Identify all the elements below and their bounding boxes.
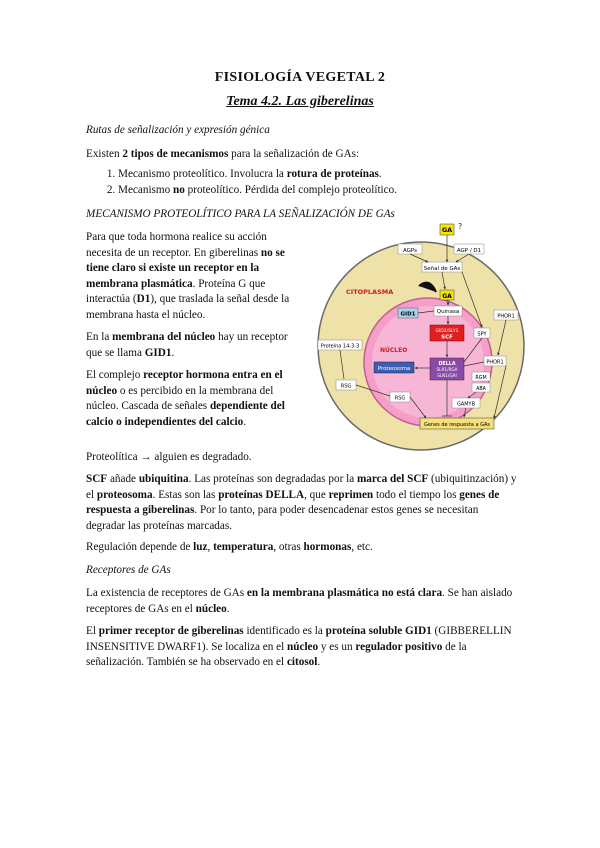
text: (GIBBERELLIN INSENSITIVE DWARF1). Se localiza en el bbox=[86, 625, 512, 653]
slr1-label: SLR1/RGA bbox=[436, 367, 458, 372]
paragraph-gid1 bbox=[86, 330, 298, 361]
proteina-label: Proteína 14-3-3 bbox=[320, 343, 360, 350]
paragraph-regulacion bbox=[86, 540, 518, 556]
diagram-svg bbox=[316, 222, 526, 454]
text: Mecanismo proteolítico. Involucra la bbox=[118, 168, 287, 180]
bold-text: luz bbox=[193, 541, 208, 553]
proteosoma-label: Proteosoma bbox=[377, 366, 411, 372]
bold-text: en la membrana plasmática no está clara bbox=[246, 587, 443, 599]
bold-text: primer receptor de giberelinas bbox=[98, 625, 244, 637]
heading-receptores: Receptores de GAs bbox=[86, 564, 171, 576]
heading-mecanismo: MECANISMO PROTEOLÍTICO PARA LA SEÑALIZACIÓN DE GAs bbox=[86, 208, 395, 220]
text: El complejo bbox=[86, 369, 144, 381]
bold-text: regulador positivo bbox=[355, 640, 443, 653]
text: Mecanismo bbox=[118, 183, 173, 196]
text: de la señalización. También se ha observado en el bbox=[86, 640, 467, 668]
genes-label: Genes de respuesta a GAs bbox=[423, 422, 491, 428]
rgm-label: RGM bbox=[475, 376, 487, 381]
phor1-inner-label: PHOR1 bbox=[486, 359, 504, 366]
text: Existen bbox=[86, 148, 123, 160]
nucleo-label: NÚCLEO bbox=[380, 347, 408, 354]
rsg-outer-label: RSG bbox=[340, 383, 352, 390]
text: La existencia de receptores de GAs bbox=[86, 587, 247, 599]
bold-text: dependiente del calcio o independientes del calcio bbox=[86, 400, 285, 428]
sln1-label: SLN1/GAI bbox=[437, 373, 457, 378]
senal-label: Señal de GAs bbox=[423, 266, 461, 272]
paragraph-primer-receptor bbox=[86, 624, 518, 671]
page-subtitle: Tema 4.2. Las giberelinas bbox=[226, 94, 374, 109]
bold-text: rotura de proteínas bbox=[286, 168, 379, 180]
bold-text: temperatura bbox=[213, 541, 274, 553]
bold-text: receptor hormona entra en el núcleo bbox=[86, 369, 283, 397]
text: . Se han aislado receptores de GAs en el bbox=[86, 587, 513, 615]
heading-rutas: Rutas de señalización y expresión génica bbox=[86, 124, 270, 136]
text: , etc. bbox=[351, 541, 373, 553]
text: y es un bbox=[318, 640, 356, 653]
bold-text: proteínas DELLA bbox=[218, 488, 305, 501]
list-item bbox=[118, 167, 518, 183]
agps-label: AGPs bbox=[402, 248, 418, 254]
text: , otras bbox=[273, 541, 304, 553]
quinasa-label: Quinasa bbox=[436, 309, 460, 315]
bold-text: D1 bbox=[136, 293, 151, 305]
paragraph-existencia bbox=[86, 586, 518, 617]
paragraph-scf bbox=[86, 472, 518, 534]
bold-text: reprimen bbox=[328, 488, 374, 501]
phor1-top-label: PHOR1 bbox=[497, 313, 515, 320]
text: (ubiquitinzación) y el bbox=[86, 473, 517, 501]
text: , bbox=[207, 541, 214, 553]
ga-inner-label: GA bbox=[442, 293, 452, 300]
paragraph-complejo bbox=[86, 368, 298, 430]
spy-label: SPY bbox=[477, 331, 487, 338]
text: El bbox=[86, 625, 99, 637]
text: Para que toda hormona realice su acción necesita de un receptor. En giberelinas bbox=[86, 231, 267, 259]
gid1-label: GID1 bbox=[400, 311, 416, 318]
bold-text: membrana del núcleo bbox=[112, 331, 216, 343]
rsg-inner-label: RSG bbox=[394, 395, 406, 402]
text: ), que traslada la señal desde la membrana hasta el núcleo. bbox=[86, 293, 290, 321]
gid2-label: GID2/SLY1 bbox=[435, 329, 459, 334]
text: para la señalización de GAs: bbox=[228, 148, 360, 160]
bold-text: núcleo bbox=[195, 602, 227, 615]
text: o es percibido en la membrana del núcleo. Cascada de señales bbox=[86, 384, 274, 412]
intro-paragraph bbox=[86, 147, 518, 163]
text: añade bbox=[107, 473, 139, 485]
paragraph-proteolitica: Proteolítica → alguien es degradado. bbox=[86, 451, 252, 463]
mechanism-list bbox=[86, 167, 518, 198]
bold-text: GID1 bbox=[144, 346, 172, 359]
text: . Estas son las bbox=[152, 488, 219, 501]
text: Regulación depende de bbox=[86, 541, 194, 553]
text: En la bbox=[86, 331, 113, 343]
list-item bbox=[118, 183, 518, 199]
text: proteolítico. Pérdida del complejo proteolítico. bbox=[184, 183, 398, 196]
text: . bbox=[226, 602, 230, 615]
bold-text: SCF bbox=[86, 473, 108, 485]
bold-text: 2 tipos de mecanismos bbox=[122, 148, 229, 160]
bold-text: proteína soluble GID1 bbox=[325, 625, 432, 637]
bold-text: ubiquitina bbox=[138, 473, 189, 485]
gamyb-label: GAMYB bbox=[456, 401, 476, 408]
text: . Las proteínas son degradadas por la bbox=[188, 473, 357, 485]
page-title: FISIOLOGÍA VEGETAL 2 bbox=[214, 70, 386, 85]
text: . bbox=[378, 168, 382, 180]
ga-signaling-diagram bbox=[316, 222, 526, 454]
question-mark: ? bbox=[458, 222, 463, 231]
text: . bbox=[317, 656, 321, 668]
bold-text: marca del SCF bbox=[356, 473, 429, 485]
ga-top-label: GA bbox=[441, 226, 453, 234]
text: identificado es la bbox=[243, 625, 326, 637]
bold-text: no se tiene claro si existe un receptor en la membrana plasmática bbox=[86, 246, 285, 290]
text: . Por lo tanto, para poder desencadenar estos genes se necesitan degradar las proteínas marcadas. bbox=[86, 504, 479, 532]
aba-label: ABA bbox=[476, 387, 486, 392]
bold-text: hormonas bbox=[303, 541, 352, 553]
bold-text: proteosoma bbox=[96, 488, 153, 501]
bold-text: no bbox=[173, 183, 185, 196]
text: , que bbox=[304, 488, 329, 501]
scf-label: SCF bbox=[441, 334, 453, 341]
text: . Proteína G que interactúa ( bbox=[86, 277, 266, 305]
bold-text: núcleo bbox=[287, 640, 319, 653]
text: . bbox=[171, 346, 175, 359]
text: . bbox=[243, 415, 247, 428]
paragraph-receptor bbox=[86, 230, 298, 323]
text: todo el tiempo los bbox=[373, 488, 460, 501]
della-label: DELLA bbox=[438, 362, 456, 367]
text: hay un receptor que se llama bbox=[86, 331, 288, 359]
agp-d1-label: AGP / D1 bbox=[456, 248, 482, 254]
bold-text: citosol bbox=[286, 656, 318, 668]
bold-text: genes de respuesta a giberelinas bbox=[86, 488, 500, 516]
citoplasma-label: CITOPLASMA bbox=[346, 288, 394, 296]
